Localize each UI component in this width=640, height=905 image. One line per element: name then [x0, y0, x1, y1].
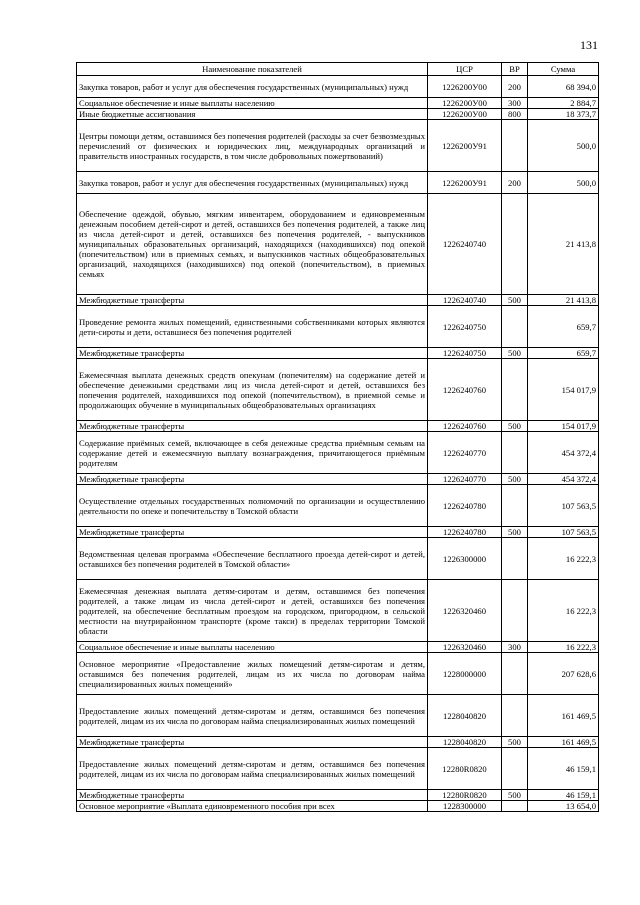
page-number: 131 — [580, 38, 598, 52]
row-sum: 207 628,6 — [528, 653, 599, 695]
row-name: Межбюджетные трансферты — [77, 474, 428, 485]
table-row — [77, 474, 599, 485]
row-sum: 13 654,0 — [528, 801, 599, 812]
row-vr — [502, 359, 528, 421]
row-name: Предоставление жилых помещений детям-сиротам и детям, оставшимся без попечения родителей, лицам из их числа по договорам найма специализированных жилых помещений — [77, 748, 428, 790]
row-sum: 500,0 — [528, 172, 599, 194]
table-row — [77, 653, 599, 695]
table-row — [77, 348, 599, 359]
row-csr: 1226240770 — [428, 432, 502, 474]
row-sum: 154 017,9 — [528, 421, 599, 432]
row-csr: 1226240750 — [428, 306, 502, 348]
row-vr: 500 — [502, 790, 528, 801]
row-vr — [502, 580, 528, 642]
row-name: Закупка товаров, работ и услуг для обеспечения государственных (муниципальных) нужд — [77, 172, 428, 194]
row-vr — [502, 306, 528, 348]
row-name: Закупка товаров, работ и услуг для обеспечения государственных (муниципальных) нужд — [77, 76, 428, 98]
row-name: Содержание приёмных семей, включающее в себя денежные средства приёмным семьям на содержание детей и ежемесячную выплату вознаграждения, причитающегося приёмным родителям — [77, 432, 428, 474]
row-name: Межбюджетные трансферты — [77, 295, 428, 306]
row-name: Проведение ремонта жилых помещений, единственными собственниками которых являются дети-сироты и дети, оставшиеся без попечения родителей — [77, 306, 428, 348]
table-row — [77, 359, 599, 421]
row-csr: 1228300000 — [428, 801, 502, 812]
table-row — [77, 527, 599, 538]
table-row — [77, 194, 599, 295]
row-vr: 500 — [502, 527, 528, 538]
row-csr: 1226240780 — [428, 527, 502, 538]
row-name: Ежемесячная денежная выплата детям-сиротам и детям, оставшимся без попечения родителей, а также лицам из числа детей-сирот и детей, оставшихся без попечения родителей, на обеспечение бесплатным проездом на городском, пригородном, в сельской местности на внутрирайонном транспорте (кроме такси) в пределах территории Томской области — [77, 580, 428, 642]
row-name: Центры помощи детям, оставшимся без попечения родителей (расходы за счет безвозмездных перечислений от физических и юридических лиц, международных организаций и правительств иностранных государств, в том числе добровольных пожертвований) — [77, 120, 428, 172]
row-csr: 1226200У00 — [428, 109, 502, 120]
table-row — [77, 432, 599, 474]
budget-table — [76, 62, 599, 812]
row-sum: 16 222,3 — [528, 642, 599, 653]
header-name: Наименование показателей — [77, 63, 428, 76]
row-name: Межбюджетные трансферты — [77, 348, 428, 359]
row-vr — [502, 194, 528, 295]
row-vr — [502, 432, 528, 474]
row-vr: 300 — [502, 98, 528, 109]
row-csr: 1226240760 — [428, 421, 502, 432]
row-sum: 68 394,0 — [528, 76, 599, 98]
row-csr: 1226300000 — [428, 538, 502, 580]
row-sum: 21 413,8 — [528, 295, 599, 306]
row-vr: 800 — [502, 109, 528, 120]
row-csr: 1228040820 — [428, 737, 502, 748]
row-csr: 1226320460 — [428, 642, 502, 653]
header-csr: ЦСР — [428, 63, 502, 76]
table-row — [77, 306, 599, 348]
row-vr: 500 — [502, 737, 528, 748]
table-row — [77, 642, 599, 653]
row-sum: 21 413,8 — [528, 194, 599, 295]
row-sum: 154 017,9 — [528, 359, 599, 421]
row-csr: 1226240770 — [428, 474, 502, 485]
table-row — [77, 76, 599, 98]
row-name: Ведомственная целевая программа «Обеспечение бесплатного проезда детей-сирот и детей, оставшихся без попечения родителей в Томской области» — [77, 538, 428, 580]
row-name: Межбюджетные трансферты — [77, 527, 428, 538]
row-vr: 500 — [502, 474, 528, 485]
row-csr: 1228040820 — [428, 695, 502, 737]
row-name: Основное мероприятие «Выплата единовременного пособия при всех — [77, 801, 428, 812]
row-name: Иные бюджетные ассигнования — [77, 109, 428, 120]
row-sum: 2 884,7 — [528, 98, 599, 109]
row-csr: 12280R0820 — [428, 790, 502, 801]
row-csr: 1226240760 — [428, 359, 502, 421]
row-sum: 18 373,7 — [528, 109, 599, 120]
table-row — [77, 748, 599, 790]
row-vr: 500 — [502, 421, 528, 432]
row-sum: 659,7 — [528, 306, 599, 348]
row-csr: 1226200У91 — [428, 120, 502, 172]
row-vr: 500 — [502, 348, 528, 359]
row-vr: 200 — [502, 76, 528, 98]
table-row — [77, 98, 599, 109]
row-name: Осуществление отдельных государственных полномочий по организации и осуществлению деятельности по опеке и попечительству в Томской области — [77, 485, 428, 527]
row-csr: 12280R0820 — [428, 748, 502, 790]
row-name: Социальное обеспечение и иные выплаты населению — [77, 98, 428, 109]
table-row — [77, 120, 599, 172]
row-vr — [502, 120, 528, 172]
table-row — [77, 172, 599, 194]
row-csr: 1226240750 — [428, 348, 502, 359]
row-sum: 161 469,5 — [528, 695, 599, 737]
row-name: Социальное обеспечение и иные выплаты населению — [77, 642, 428, 653]
row-vr — [502, 538, 528, 580]
row-vr — [502, 653, 528, 695]
row-csr: 1226200У00 — [428, 76, 502, 98]
row-sum: 161 469,5 — [528, 737, 599, 748]
row-sum: 454 372,4 — [528, 432, 599, 474]
row-sum: 16 222,3 — [528, 538, 599, 580]
row-sum: 500,0 — [528, 120, 599, 172]
row-sum: 46 159,1 — [528, 748, 599, 790]
table-row — [77, 801, 599, 812]
row-vr — [502, 695, 528, 737]
row-name: Межбюджетные трансферты — [77, 421, 428, 432]
row-csr: 1226200У91 — [428, 172, 502, 194]
row-name: Межбюджетные трансферты — [77, 790, 428, 801]
row-csr: 1226200У00 — [428, 98, 502, 109]
table-row — [77, 485, 599, 527]
row-sum: 107 563,5 — [528, 485, 599, 527]
table-row — [77, 295, 599, 306]
row-vr: 500 — [502, 295, 528, 306]
row-name: Предоставление жилых помещений детям-сиротам и детям, оставшимся без попечения родителей, лицам из их числа по договорам найма специализированных жилых помещений — [77, 695, 428, 737]
row-vr — [502, 748, 528, 790]
row-name: Межбюджетные трансферты — [77, 737, 428, 748]
row-name: Основное мероприятие «Предоставление жилых помещений детям-сиротам и детям, оставшимся без попечения родителей, лицам из их числа по договорам найма специализированных жилых помещений» — [77, 653, 428, 695]
row-csr: 1226320460 — [428, 580, 502, 642]
table-row — [77, 538, 599, 580]
row-vr: 200 — [502, 172, 528, 194]
row-sum: 46 159,1 — [528, 790, 599, 801]
table-row — [77, 580, 599, 642]
table-row — [77, 421, 599, 432]
row-sum: 454 372,4 — [528, 474, 599, 485]
row-csr: 1226240740 — [428, 194, 502, 295]
row-csr: 1226240780 — [428, 485, 502, 527]
row-name: Ежемесячная выплата денежных средств опекунам (попечителям) на содержание детей и обеспечение денежными средствами лиц из числа детей-сирот и детей, оставшихся без попечения родителей, находившихся под опекой (попечительством), в приемной семье и продолжающих обучение в муниципальных общеобразовательных организациях — [77, 359, 428, 421]
row-sum: 659,7 — [528, 348, 599, 359]
row-vr — [502, 485, 528, 527]
row-sum: 16 222,3 — [528, 580, 599, 642]
table-row — [77, 737, 599, 748]
header-vr: ВР — [502, 63, 528, 76]
table-row — [77, 109, 599, 120]
table-row — [77, 790, 599, 801]
row-vr: 300 — [502, 642, 528, 653]
row-csr: 1226240740 — [428, 295, 502, 306]
header-sum: Сумма — [528, 63, 599, 76]
row-vr — [502, 801, 528, 812]
table-header-row — [77, 63, 599, 76]
table-row — [77, 695, 599, 737]
row-csr: 1228000000 — [428, 653, 502, 695]
row-sum: 107 563,5 — [528, 527, 599, 538]
row-name: Обеспечение одеждой, обувью, мягким инвентарем, оборудованием и единовременным денежным пособием детей-сирот и детей, оставшихся без попечения родителей, а также лиц из числа детей-сирот и детей, оставшихся без попечения родителей, - выпускников муниципальных образовательных организаций, находящихся (находившихся) под опекой (попечительством) или в приемных семьях, и выпускников частных общеобразовательных организаций, находящихся (находившихся) под опекой (попечительством), в приемных семьях — [77, 194, 428, 295]
